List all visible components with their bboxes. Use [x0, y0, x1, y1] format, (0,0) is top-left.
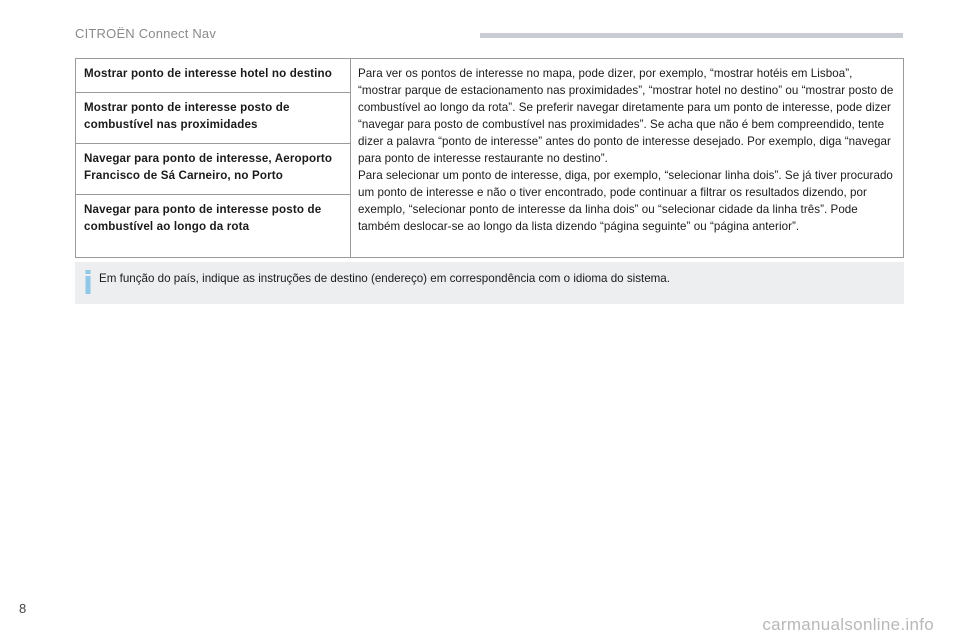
info-note-text: Em função do país, indique as instruções de destino (endereço) em correspondência com o idioma do sistema. [99, 272, 670, 285]
header-divider-bar [480, 33, 903, 38]
command-cell: Navegar para ponto de interesse posto de combustível ao longo da rota [76, 195, 351, 258]
info-icon [83, 270, 93, 294]
command-cell: Mostrar ponto de interesse hotel no destino [76, 59, 351, 93]
info-note-box [75, 262, 904, 304]
document-header-title: CITROËN Connect Nav [75, 26, 217, 41]
description-text: Para ver os pontos de interesse no mapa, pode dizer, por exemplo, “mostrar hotéis em Lisboa”, “mostrar parque de estacionamento nas proximidades”, “mostrar hotel no destino” ou “mostrar posto de combustível ao longo da rota”. Se preferir navegar diretamente para um ponto de interesse, pode dizer “navegar para posto de combustível nas proximidades”. Se acha que não é bem compreendido, tente dizer a palavra “ponto de interesse” antes do ponto de interesse desejado. Por exemplo, diga “navegar para ponto de interesse restaurante no destino”. Para selecionar um ponto de interesse, diga, por exemplo, “selecionar linha dois”. Se já tiver procurado um ponto de interesse e não o tiver encontrado, pode continuar a filtrar os resultados dizendo, por exemplo, “selecionar ponto de interesse da linha dois” ou “selecionar cidade da linha três”. Pode também deslocar-se ao longo da lista dizendo “página seguinte” ou “página anterior”. [358, 67, 894, 233]
table-row [76, 59, 904, 93]
description-cell [351, 59, 904, 258]
command-cell: Mostrar ponto de interesse posto de combustível nas proximidades [76, 93, 351, 144]
watermark-text: carmanualsonline.info [762, 615, 934, 634]
voice-commands-table [75, 58, 904, 258]
page-number: 8 [19, 601, 27, 616]
command-cell: Navegar para ponto de interesse, Aeroporto Francisco de Sá Carneiro, no Porto [76, 144, 351, 195]
